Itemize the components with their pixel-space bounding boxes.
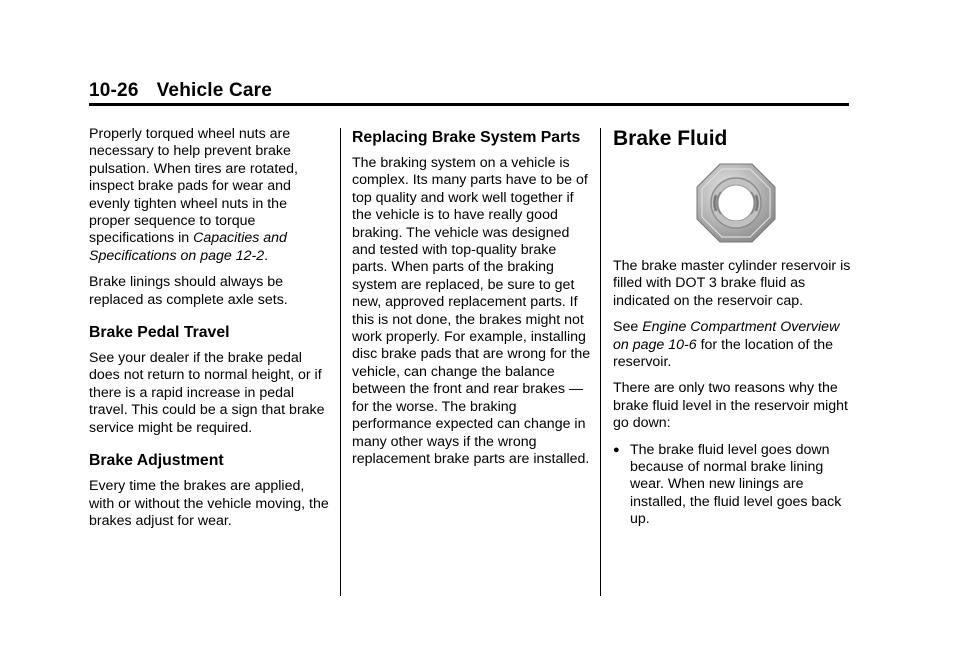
heading-brake-pedal-travel: Brake Pedal Travel	[89, 324, 230, 342]
column-2	[352, 126, 592, 477]
paragraph: See your dealer if the brake pedal does not return to normal height, or if there is a rapid increase in pedal travel. This could be a sign that brake service might be required.	[89, 350, 325, 436]
paragraph: Properly torqued wheel nuts are necessary to help prevent brake pulsation. When tires are rotated, inspect brake pads for wear and evenly tighten wheel nuts in the proper sequence to torque specifications in Capacities and Specifications on page 12-2.	[89, 126, 298, 264]
page-number: 10-26	[89, 80, 139, 101]
paragraph: Every time the brakes are applied, with or without the vehicle moving, the brakes adjust for wear.	[89, 478, 329, 529]
paragraph: The brake master cylinder reservoir is filled with DOT 3 brake fluid as indicated on the reservoir cap.	[613, 258, 851, 309]
column-divider	[600, 128, 601, 596]
column-3	[613, 126, 858, 529]
list-item: ● The brake fluid level goes down because of normal brake lining wear. When new linings are installed, the fluid level goes back up.	[613, 441, 842, 528]
paragraph: See Engine Compartment Overview on page 10-6 for the location of the reservoir.	[613, 319, 840, 371]
paragraph: Brake linings should always be replaced as complete axle sets.	[89, 274, 288, 308]
cross-reference-link[interactable]: Engine Compartment Overview on page 10-6	[613, 319, 840, 353]
column-divider	[340, 128, 341, 596]
column-1	[89, 126, 329, 539]
heading-brake-adjustment: Brake Adjustment	[89, 452, 224, 470]
section-title: Vehicle Care	[156, 80, 273, 101]
paragraph: There are only two reasons why the brake fluid level in the reservoir might go down:	[613, 380, 848, 432]
bullet-icon: ●	[613, 443, 620, 456]
brake-fluid-cap-icon	[695, 162, 777, 244]
header-rule	[89, 103, 849, 106]
heading-replacing-brake-system-parts: Replacing Brake System Parts	[352, 129, 581, 146]
cross-reference-link[interactable]: Capacities and Specifications on page 12-2	[89, 230, 287, 264]
paragraph: The braking system on a vehicle is complex. Its many parts have to be of top quality and work well together if the vehicle is to have really good braking. The vehicle was designed and tested with top-quality brake parts. When parts of the braking system are replaced, be sure to get new, approved replacement parts. If this is not done, the brakes might not work properly. For example, installing disc brake pads that are wrong for the vehicle, can change the balance between the front and rear brakes — for the worse. The braking performance expected can change in many other ways if the wrong replacement brake parts are installed.	[352, 155, 591, 467]
heading-brake-fluid: Brake Fluid	[613, 127, 728, 150]
page-header	[89, 80, 272, 102]
